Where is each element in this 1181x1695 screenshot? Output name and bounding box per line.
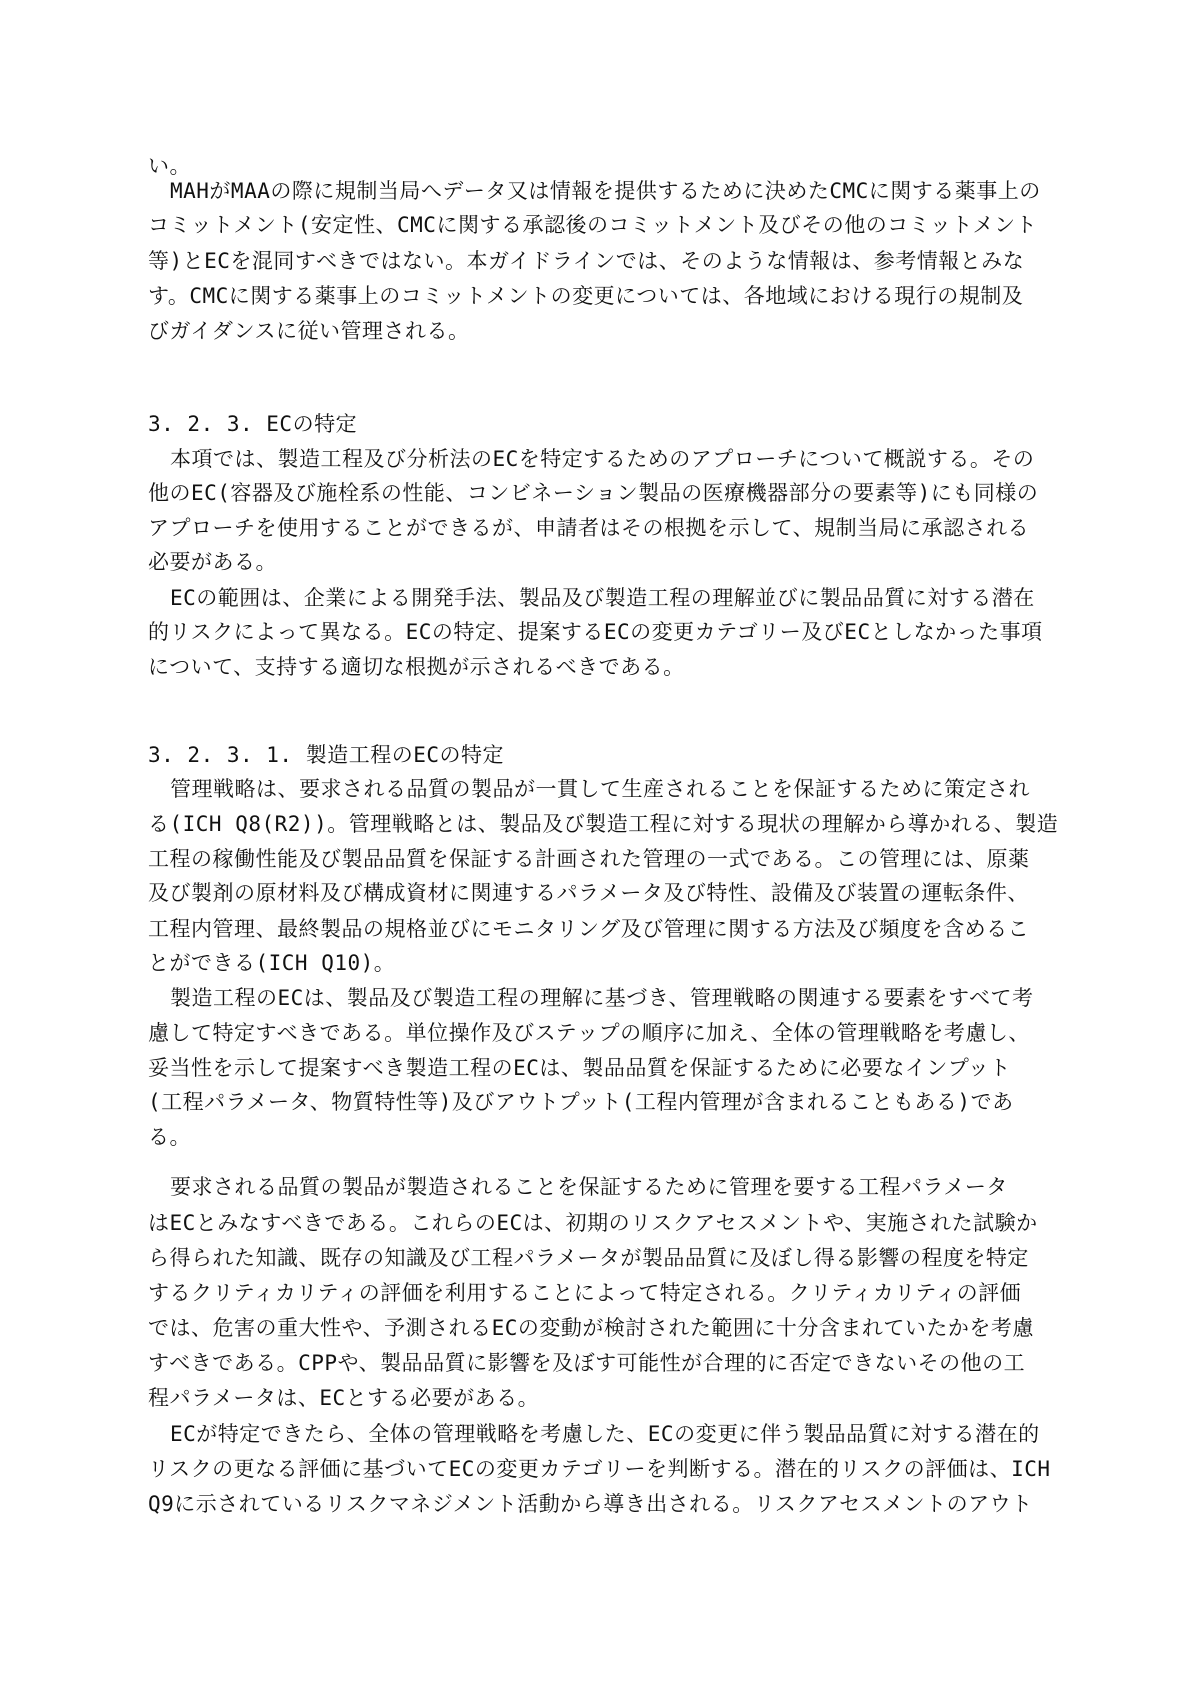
text-line: とができる(ICH Q10)。 bbox=[148, 951, 396, 975]
text-line: (工程パラメータ、物質特性等)及びアウトプット(工程内管理が含まれることもある)であ bbox=[148, 1090, 1014, 1114]
text-line: 工程の稼働性能及び製品品質を保証する計画された管理の一式である。この管理には、原薬 bbox=[148, 847, 1030, 871]
text-line: Q9に示されているリスクマネジメント活動から導き出される。リスクアセスメントのアウト bbox=[148, 1492, 1033, 1516]
text-line: では、危害の重大性や、予測されるECの変動が検討された範囲に十分含まれていたかを考慮 bbox=[148, 1316, 1034, 1340]
text-line: するクリティカリティの評価を利用することによって特定される。クリティカリティの評価 bbox=[148, 1281, 1022, 1305]
text-line: ECの範囲は、企業による開発手法、製品及び製造工程の理解並びに製品品質に対する潜在 bbox=[170, 586, 1035, 610]
text-line: す。CMCに関する薬事上のコミットメントの変更については、各地域における現行の規制及 bbox=[148, 284, 1024, 308]
text-line: る(ICH Q8(R2))。管理戦略とは、製品及び製造工程に対する現状の理解から導かれる、製造 bbox=[148, 812, 1059, 836]
text-line: 慮して特定すべきである。単位操作及びステップの順序に加え、全体の管理戦略を考慮し、 bbox=[148, 1021, 1030, 1045]
text-line: 等)とECを混同すべきではない。本ガイドラインでは、そのような情報は、参考情報とみな bbox=[148, 249, 1025, 273]
text-line: MAHがMAAの際に規制当局へデータ又は情報を提供するために決めたCMCに関する薬事上の bbox=[170, 179, 1041, 203]
text-line: リスクの更なる評価に基づいてECの変更カテゴリーを判断する。潜在的リスクの評価は、ICH bbox=[148, 1457, 1051, 1481]
section-heading: 3. 2. 3. 1. 製造工程のECの特定 bbox=[148, 743, 505, 767]
text-line: 工程内管理、最終製品の規格並びにモニタリング及び管理に関する方法及び頻度を含めるこ bbox=[148, 917, 1030, 941]
text-line: い。 bbox=[148, 154, 191, 178]
text-line: すべきである。CPPや、製品品質に影響を及ぼす可能性が合理的に否定できないその他の工 bbox=[148, 1351, 1026, 1375]
text-line: 本項では、製造工程及び分析法のECを特定するためのアプローチについて概説する。その bbox=[170, 447, 1035, 471]
text-line: 要求される品質の製品が製造されることを保証するために管理を要する工程パラメータ bbox=[170, 1175, 1008, 1199]
text-line: 管理戦略は、要求される品質の製品が一貫して生産されることを保証するために策定され bbox=[170, 777, 1030, 801]
text-line: 程パラメータは、ECとする必要がある。 bbox=[148, 1386, 540, 1410]
text-line: 的リスクによって異なる。ECの特定、提案するECの変更カテゴリー及びECとしなかった事項 bbox=[148, 620, 1043, 644]
text-line: ら得られた知識、既存の知識及び工程パラメータが製品品質に及ぼし得る影響の程度を特定 bbox=[148, 1246, 1029, 1270]
text-line: 及び製剤の原材料及び構成資材に関連するパラメータ及び特性、設備及び装置の運転条件、 bbox=[148, 881, 1029, 905]
text-line: ECが特定できたら、全体の管理戦略を考慮した、ECの変更に伴う製品品質に対する潜在的 bbox=[170, 1422, 1040, 1446]
text-line: 必要がある。 bbox=[148, 550, 277, 574]
text-line: る。 bbox=[148, 1125, 191, 1149]
text-line: 妥当性を示して提案すべき製造工程のECは、製品品質を保証するために必要なインプット bbox=[148, 1056, 1011, 1080]
text-line: アプローチを使用することができるが、申請者はその根拠を示して、規制当局に承認される bbox=[148, 516, 1030, 540]
text-line: 製造工程のECは、製品及び製造工程の理解に基づき、管理戦略の関連する要素をすべて考 bbox=[170, 986, 1034, 1010]
text-line: はECとみなすべきである。これらのECは、初期のリスクアセスメントや、実施された試験か bbox=[148, 1211, 1038, 1235]
text-line: 他のEC(容器及び施栓系の性能、コンビネーション製品の医療機器部分の要素等)にも同様の bbox=[148, 481, 1039, 505]
text-line: びガイダンスに従い管理される。 bbox=[148, 319, 470, 343]
section-heading: 3. 2. 3. ECの特定 bbox=[148, 412, 358, 436]
text-line: コミットメント(安定性、CMCに関する承認後のコミットメント及びその他のコミットメント bbox=[148, 213, 1038, 237]
text-line: について、支持する適切な根拠が示されるべきである。 bbox=[148, 655, 685, 679]
